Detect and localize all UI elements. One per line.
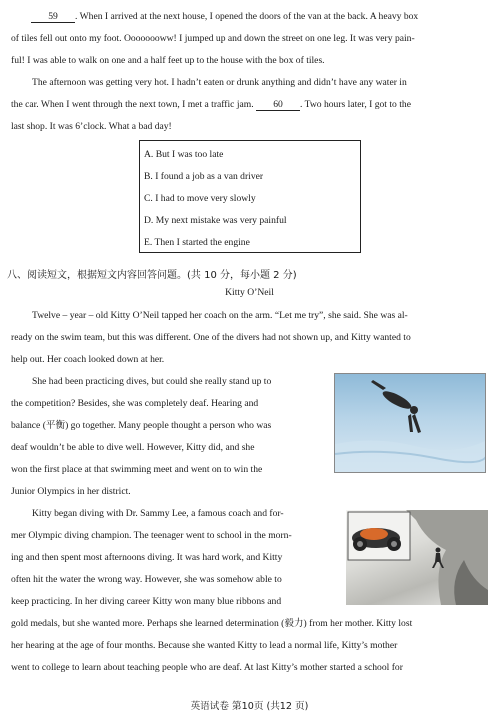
story-line-2: of tiles fell out onto my foot. Oooooooww! I jumped up and down the street on one leg. It was very pain- (11, 33, 415, 44)
race-car-photo (346, 510, 488, 605)
option-e: E. Then I started the engine (144, 237, 250, 248)
page-footer: 英语试卷 第10页 (共12 页) (190, 701, 309, 712)
passage-line: often hit the water the wrong way. However, she was somehow able to (11, 574, 282, 585)
story-text: the car. When I went through the next town, I met a traffic jam. (11, 99, 254, 110)
option-b: B. I found a job as a van driver (144, 171, 264, 182)
story-line-4: The afternoon was getting very hot. I hadn’t eaten or drunk anything and didn’t have any water in (32, 77, 407, 88)
passage-line: deaf wouldn’t be able to dive well. However, Kitty did, and she (11, 442, 255, 453)
passage-title: Kitty O’Neil (225, 287, 274, 298)
story-line-6: last shop. It was 6’clock. What a bad day! (11, 121, 172, 132)
passage-line: balance (平衡) go together. Many people thought a person who was (11, 420, 272, 431)
option-d: D. My next mistake was very painful (144, 215, 287, 226)
story-line-1 (11, 11, 418, 23)
passage-line: keep practicing. In her diving career Kitty won many blue ribbons and (11, 596, 282, 607)
story-line-3: ful! I was able to walk on one and a half feet up to the house with the box of tiles. (11, 55, 325, 66)
passage-line: the competition? Besides, she was completely deaf. Hearing and (11, 398, 259, 409)
passage-line: Twelve – year – old Kitty O’Neil tapped her coach on the arm. “Let me try”, she said. She was al- (32, 310, 408, 321)
options-box (139, 140, 361, 253)
passage-line: won the first place at that swimming meet and went on to win the (11, 464, 263, 475)
passage-line: ready on the swim team, but this was different. One of the divers had not shown up, and Kitty wanted to (11, 332, 411, 343)
passage-line: mer Olympic diving champion. The teenager went to school in the morn- (11, 530, 292, 541)
race-car-illustration (346, 510, 488, 605)
passage-line: Kitty began diving with Dr. Sammy Lee, a famous coach and for- (32, 508, 284, 519)
passage-line: She had been practicing dives, but could she really stand up to (32, 376, 272, 387)
story-text: . Two hours later, I got to the (300, 99, 411, 110)
diver-illustration (335, 374, 486, 473)
option-c: C. I had to move very slowly (144, 193, 256, 204)
diver-photo (334, 373, 486, 473)
passage-line: Junior Olympics in her district. (11, 486, 131, 497)
answer-blank-60: 60 (256, 100, 300, 111)
passage-line: help out. Her coach looked down at her. (11, 354, 165, 365)
section-heading: 八、阅读短文，根据短文内容回答问题。(共 10 分，每小题 2 分) (7, 270, 297, 281)
answer-blank-59: 59 (31, 12, 75, 23)
story-line-5 (11, 99, 411, 111)
passage-line: her hearing at the age of four months. Because she wanted Kitty to lead a normal life, Kitty’s mother (11, 640, 398, 651)
passage-line: ing and then spent most afternoons diving. It was hard work, and Kitty (11, 552, 283, 563)
passage-line: gold medals, but she wanted more. Perhaps she learned determination (毅力) from her mother. Kitty lost (11, 618, 413, 629)
option-a: A. But I was too late (144, 149, 224, 160)
passage-line: went to college to learn about teaching people who are deaf. At last Kitty’s mother started a school for (11, 662, 403, 673)
story-text: . When I arrived at the next house, I opened the doors of the van at the back. A heavy box (75, 11, 419, 22)
